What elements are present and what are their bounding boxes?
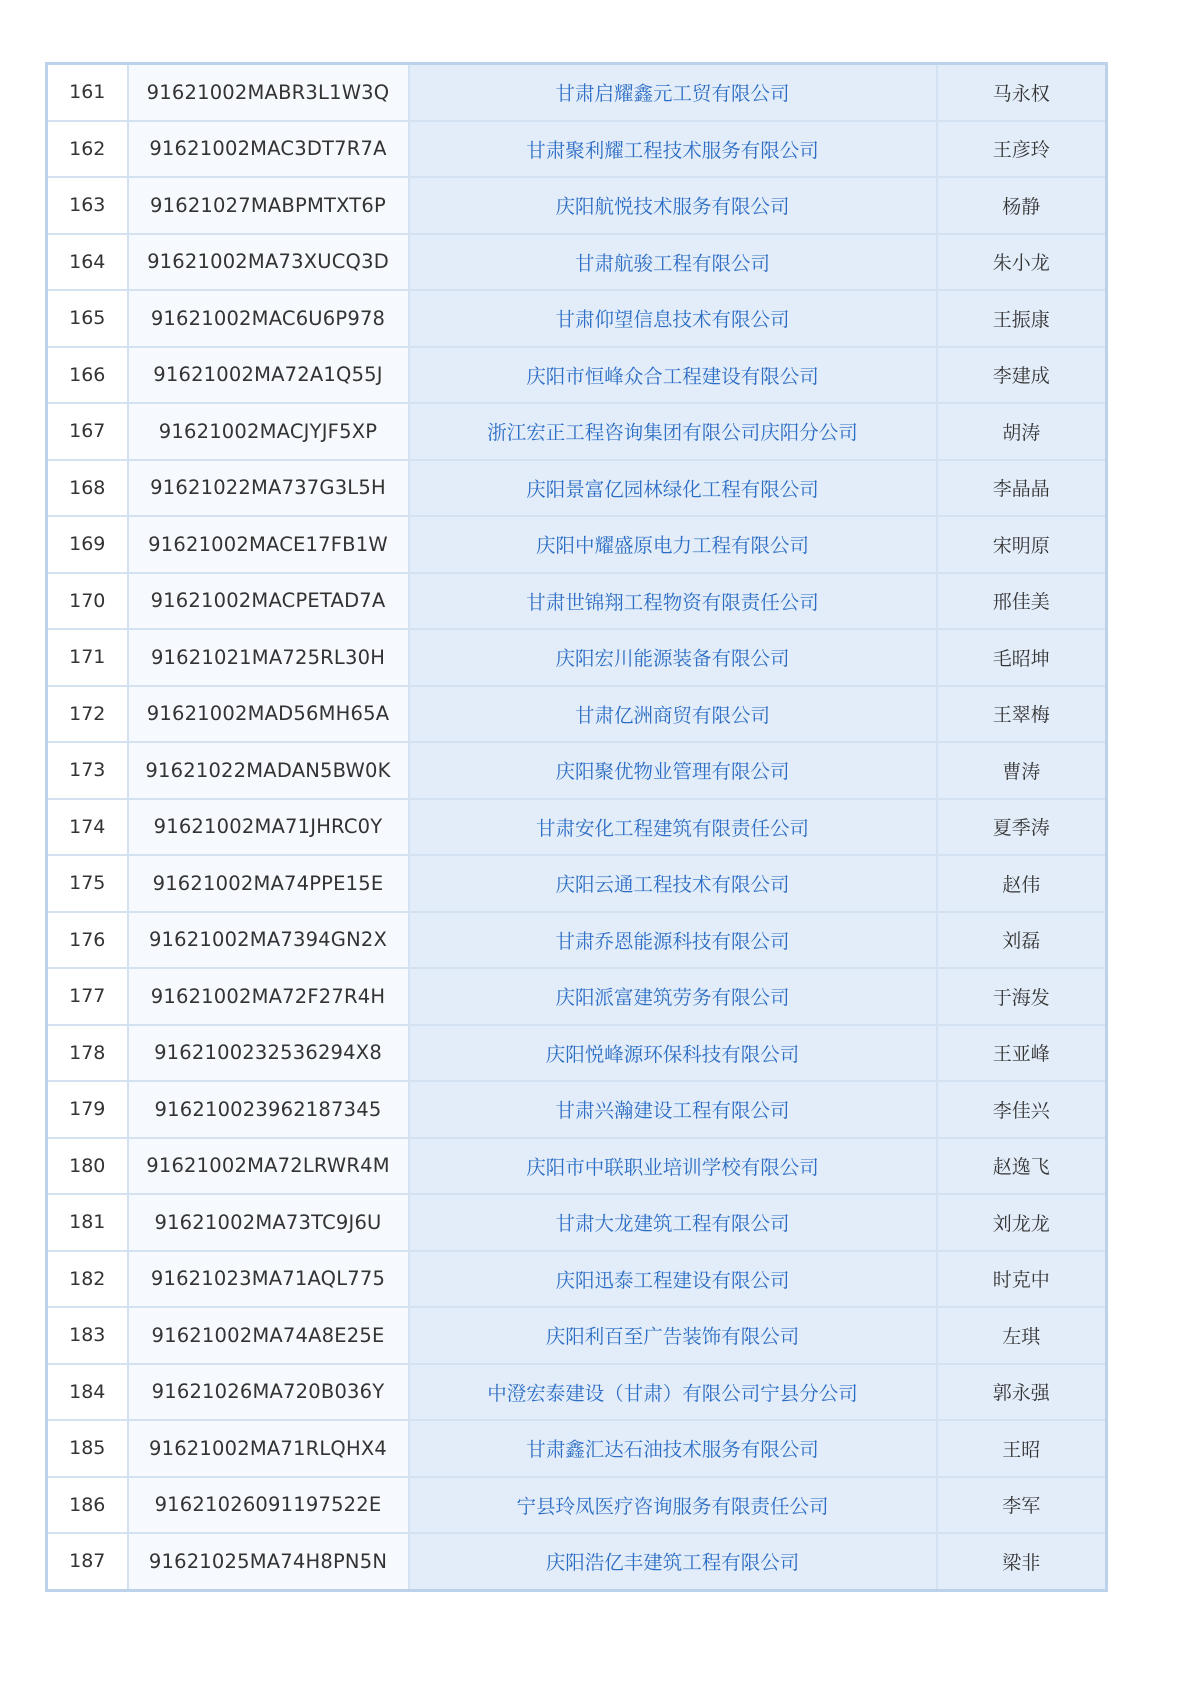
credit-code-cell: 91621002MA72F27R4H (128, 968, 409, 1025)
company-name-cell: 庆阳利百至广告装饰有限公司 (409, 1307, 937, 1364)
legal-representative-cell: 马永权 (937, 64, 1107, 121)
legal-representative-cell: 胡涛 (937, 403, 1107, 460)
legal-representative-cell: 李建成 (937, 347, 1107, 404)
table-row (47, 1138, 1107, 1195)
credit-code-cell: 916210023962187345 (128, 1081, 409, 1138)
company-name-cell: 甘肃航骏工程有限公司 (409, 234, 937, 291)
company-name-cell: 庆阳派富建筑劳务有限公司 (409, 968, 937, 1025)
table-row (47, 347, 1107, 404)
row-number-cell: 166 (47, 347, 128, 404)
credit-code-cell: 91621002MACE17FB1W (128, 516, 409, 573)
legal-representative-cell: 宋明原 (937, 516, 1107, 573)
table-row (47, 460, 1107, 517)
row-number-cell: 172 (47, 686, 128, 743)
row-number-cell: 171 (47, 629, 128, 686)
row-number-cell: 179 (47, 1081, 128, 1138)
legal-representative-cell: 赵伟 (937, 855, 1107, 912)
legal-representative-cell: 王昭 (937, 1420, 1107, 1477)
row-number-cell: 162 (47, 121, 128, 178)
row-number-cell: 185 (47, 1420, 128, 1477)
company-name-cell: 浙江宏正工程咨询集团有限公司庆阳分公司 (409, 403, 937, 460)
row-number-cell: 168 (47, 460, 128, 517)
credit-code-cell: 91621002MA71RLQHX4 (128, 1420, 409, 1477)
row-number-cell: 165 (47, 290, 128, 347)
row-number-cell: 167 (47, 403, 128, 460)
credit-code-cell: 91621002MA71JHRC0Y (128, 799, 409, 856)
row-number-cell: 163 (47, 177, 128, 234)
legal-representative-cell: 邢佳美 (937, 573, 1107, 630)
company-name-cell: 甘肃大龙建筑工程有限公司 (409, 1194, 937, 1251)
company-name-cell: 中澄宏泰建设（甘肃）有限公司宁县分公司 (409, 1364, 937, 1421)
row-number-cell: 174 (47, 799, 128, 856)
credit-code-cell: 91621023MA71AQL775 (128, 1251, 409, 1308)
legal-representative-cell: 朱小龙 (937, 234, 1107, 291)
row-number-cell: 177 (47, 968, 128, 1025)
company-name-cell: 庆阳中耀盛原电力工程有限公司 (409, 516, 937, 573)
credit-code-cell: 91621002MA73TC9J6U (128, 1194, 409, 1251)
row-number-cell: 187 (47, 1533, 128, 1590)
table-row (47, 290, 1107, 347)
table-row (47, 855, 1107, 912)
credit-code-cell: 91621022MA737G3L5H (128, 460, 409, 517)
credit-code-cell: 91621002MA74PPE15E (128, 855, 409, 912)
credit-code-cell: 91621002MACPETAD7A (128, 573, 409, 630)
company-name-cell: 甘肃仰望信息技术有限公司 (409, 290, 937, 347)
row-number-cell: 180 (47, 1138, 128, 1195)
legal-representative-cell: 毛昭坤 (937, 629, 1107, 686)
credit-code-cell: 91621002MA7394GN2X (128, 912, 409, 969)
company-name-cell: 甘肃世锦翔工程物资有限责任公司 (409, 573, 937, 630)
credit-code-cell: 916210023253629​4X8 (128, 1025, 409, 1082)
legal-representative-cell: 郭永强 (937, 1364, 1107, 1421)
company-list-table (45, 62, 1108, 1592)
legal-representative-cell: 王振康 (937, 290, 1107, 347)
legal-representative-cell: 刘龙龙 (937, 1194, 1107, 1251)
credit-code-cell: 91621002MAD56MH65A (128, 686, 409, 743)
row-number-cell: 164 (47, 234, 128, 291)
table-row (47, 234, 1107, 291)
table-row (47, 1477, 1107, 1534)
credit-code-cell: 91621026091197522E (128, 1477, 409, 1534)
legal-representative-cell: 王彦玲 (937, 121, 1107, 178)
table-row (47, 1533, 1107, 1590)
company-name-cell: 庆阳宏川能源装备有限公司 (409, 629, 937, 686)
table-row (47, 403, 1107, 460)
company-name-cell: 宁县玲凤医疗咨询服务有限责任公司 (409, 1477, 937, 1534)
table-row (47, 968, 1107, 1025)
credit-code-cell: 91621002MA73XUCQ3D (128, 234, 409, 291)
company-name-cell: 甘肃鑫汇达石油技术服务有限公司 (409, 1420, 937, 1477)
row-number-cell: 183 (47, 1307, 128, 1364)
credit-code-cell: 91621002MA72A1Q55J (128, 347, 409, 404)
company-name-cell: 甘肃启耀鑫元工贸有限公司 (409, 64, 937, 121)
table-row (47, 742, 1107, 799)
company-name-cell: 庆阳浩亿丰建筑工程有限公司 (409, 1533, 937, 1590)
company-list-table-wrapper (45, 62, 1105, 1592)
credit-code-cell: 91621022MADAN5BW0K (128, 742, 409, 799)
row-number-cell: 181 (47, 1194, 128, 1251)
company-name-cell: 庆阳市恒峰众合工程建设有限公司 (409, 347, 937, 404)
legal-representative-cell: 李晶晶 (937, 460, 1107, 517)
legal-representative-cell: 左琪 (937, 1307, 1107, 1364)
row-number-cell: 182 (47, 1251, 128, 1308)
table-row (47, 1364, 1107, 1421)
company-name-cell: 庆阳景富亿园林绿化工程有限公司 (409, 460, 937, 517)
legal-representative-cell: 李军 (937, 1477, 1107, 1534)
row-number-cell: 178 (47, 1025, 128, 1082)
company-name-cell: 甘肃安化工程建筑有限责任公司 (409, 799, 937, 856)
table-body (47, 64, 1107, 1591)
table-row (47, 629, 1107, 686)
credit-code-cell: 91621027MABPMTXT6P (128, 177, 409, 234)
row-number-cell: 169 (47, 516, 128, 573)
credit-code-cell: 91621002MACJYJF5XP (128, 403, 409, 460)
legal-representative-cell: 杨静 (937, 177, 1107, 234)
company-name-cell: 庆阳市中联职业培训学校有限公司 (409, 1138, 937, 1195)
legal-representative-cell: 夏季涛 (937, 799, 1107, 856)
company-name-cell: 甘肃聚利耀工程技术服务有限公司 (409, 121, 937, 178)
table-row (47, 1025, 1107, 1082)
credit-code-cell: 91621002MA72LRWR4M (128, 1138, 409, 1195)
table-row (47, 177, 1107, 234)
table-row (47, 1194, 1107, 1251)
credit-code-cell: 91621002MAC6U6P978 (128, 290, 409, 347)
table-row (47, 1420, 1107, 1477)
legal-representative-cell: 李佳兴 (937, 1081, 1107, 1138)
legal-representative-cell: 时克中 (937, 1251, 1107, 1308)
table-row (47, 912, 1107, 969)
credit-code-cell: 91621021MA725RL30H (128, 629, 409, 686)
legal-representative-cell: 梁非 (937, 1533, 1107, 1590)
legal-representative-cell: 王亚峰 (937, 1025, 1107, 1082)
table-row (47, 1307, 1107, 1364)
company-name-cell: 庆阳迅泰工程建设有限公司 (409, 1251, 937, 1308)
row-number-cell: 161 (47, 64, 128, 121)
legal-representative-cell: 赵逸飞 (937, 1138, 1107, 1195)
table-row (47, 64, 1107, 121)
credit-code-cell: 91621002MAC3DT7R7A (128, 121, 409, 178)
table-row (47, 121, 1107, 178)
row-number-cell: 186 (47, 1477, 128, 1534)
credit-code-cell: 91621025MA74H8PN5N (128, 1533, 409, 1590)
company-name-cell: 甘肃兴瀚建设工程有限公司 (409, 1081, 937, 1138)
row-number-cell: 173 (47, 742, 128, 799)
credit-code-cell: 91621026MA720B036Y (128, 1364, 409, 1421)
row-number-cell: 184 (47, 1364, 128, 1421)
company-name-cell: 庆阳云通工程技术有限公司 (409, 855, 937, 912)
company-name-cell: 庆阳聚优物业管理有限公司 (409, 742, 937, 799)
legal-representative-cell: 曹涛 (937, 742, 1107, 799)
table-row (47, 799, 1107, 856)
credit-code-cell: 91621002MABR3L1W3Q (128, 64, 409, 121)
table-row (47, 1251, 1107, 1308)
company-name-cell: 庆阳航悦技术服务有限公司 (409, 177, 937, 234)
row-number-cell: 176 (47, 912, 128, 969)
legal-representative-cell: 于海发 (937, 968, 1107, 1025)
table-row (47, 573, 1107, 630)
credit-code-cell: 91621002MA74A8E25E (128, 1307, 409, 1364)
table-row (47, 516, 1107, 573)
legal-representative-cell: 王翠梅 (937, 686, 1107, 743)
company-name-cell: 庆阳悦峰源环保科技有限公司 (409, 1025, 937, 1082)
legal-representative-cell: 刘磊 (937, 912, 1107, 969)
row-number-cell: 170 (47, 573, 128, 630)
table-row (47, 686, 1107, 743)
table-row (47, 1081, 1107, 1138)
company-name-cell: 甘肃乔恩能源科技有限公司 (409, 912, 937, 969)
row-number-cell: 175 (47, 855, 128, 912)
company-name-cell: 甘肃亿洲商贸有限公司 (409, 686, 937, 743)
